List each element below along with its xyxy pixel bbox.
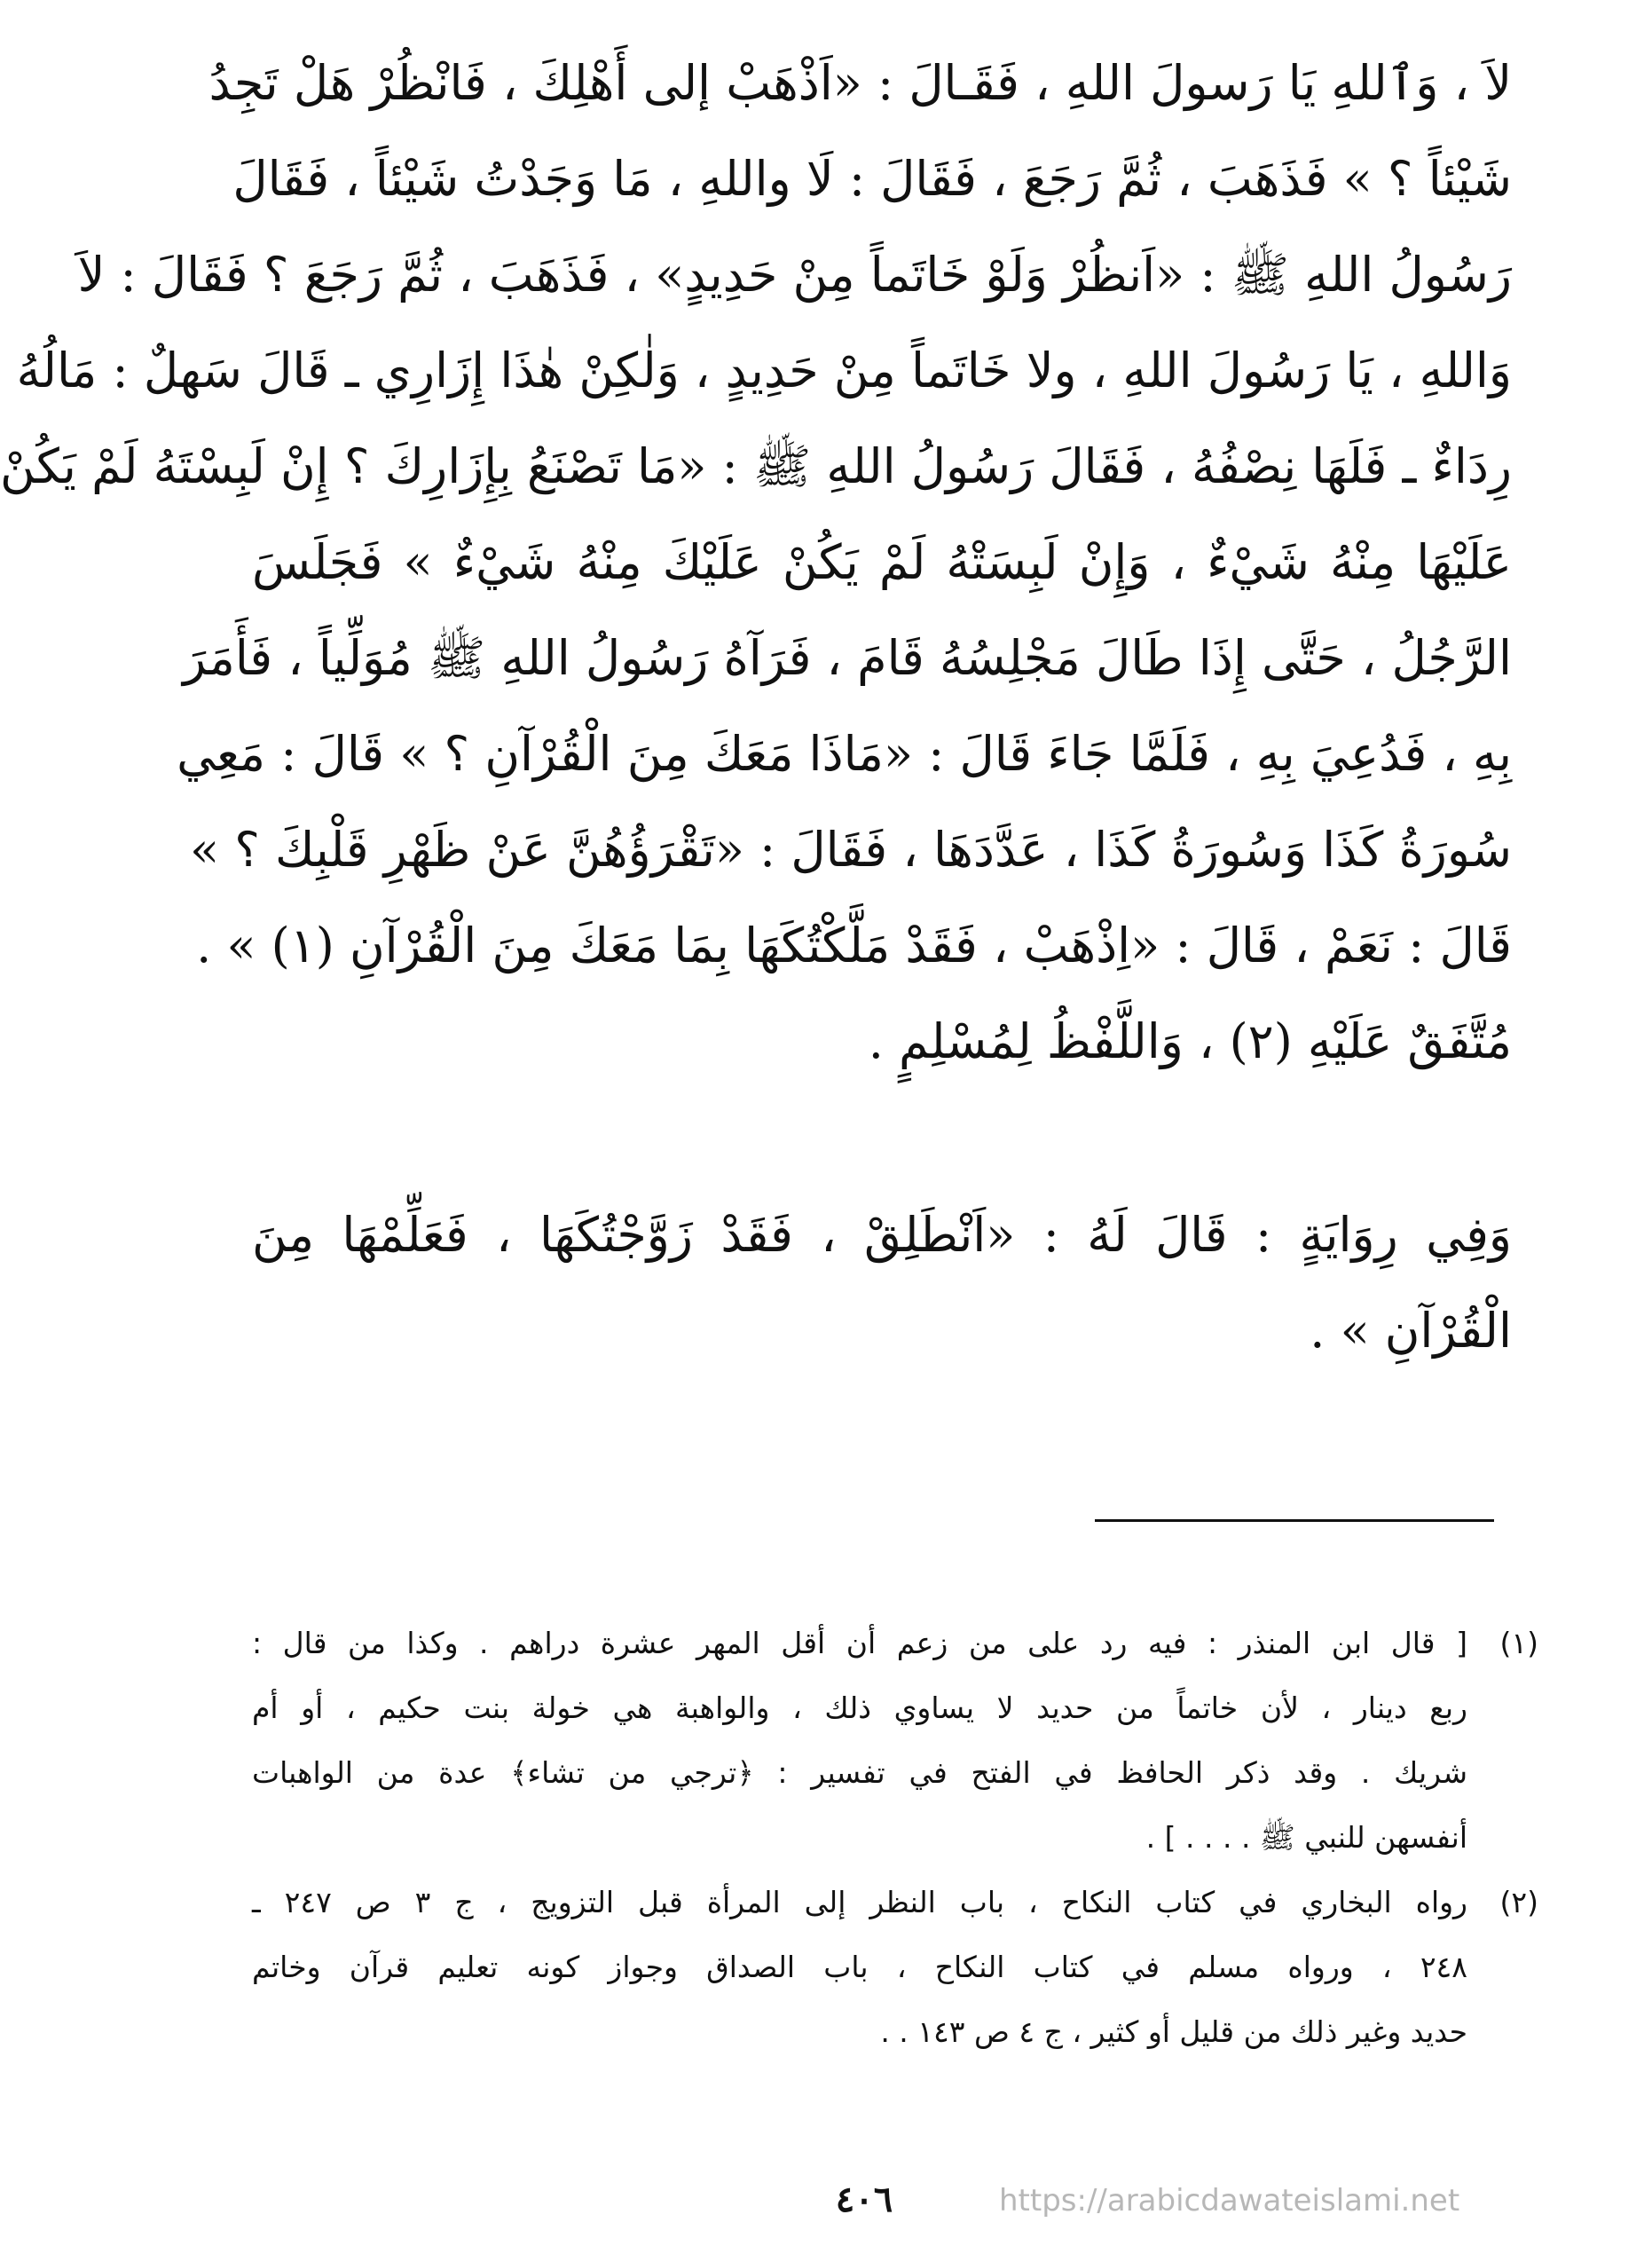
footnote-1-line-4: أنفسهن للنبي ﷺ . . . . ] . xyxy=(1145,1820,1467,1855)
hadith-line-10: قَالَ : نَعَمْ ، قَالَ : «اِذْهَبْ ، فَقَدْ مَلَّكْتُكَهَا بِمَا مَعَكَ مِنَ الْقُرْآنِ (١) » . xyxy=(196,918,1512,973)
hadith-line-5: رِدَاءٌ ـ فَلَهَا نِصْفُهُ ، فَقَالَ رَسُولُ اللهِ ﷺ : «مَا تَصْنَعُ بِإِزَارِكَ ؟ إِنْ لَبِسْتَهُ لَمْ يَكُنْ xyxy=(0,438,1512,494)
footnote-1-number: (١) xyxy=(1499,1626,1538,1660)
page-number: ٤٠٦ xyxy=(835,2179,893,2220)
footnote-1-line-2: ربع دينار ، لأن خاتماً من حديد لا يساوي ذلك ، والواهبة هي خولة بنت حكيم ، أو أم xyxy=(252,1690,1467,1725)
hadith-line-6: عَلَيْهَا مِنْهُ شَيْءٌ ، وَإِنْ لَبِسَتْهُ لَمْ يَكُنْ عَلَيْكَ مِنْهُ شَيْءٌ » فَجَلَسَ xyxy=(252,534,1512,590)
hadith-line-11: مُتَّفَقٌ عَلَيْهِ (٢) ، وَاللَّفْظُ لِمُسْلِمٍ . xyxy=(868,1013,1512,1069)
footnote-2-number: (٢) xyxy=(1499,1885,1538,1919)
footnote-1-line-1 xyxy=(252,1611,1538,1675)
watermark-url: https://arabicdawateislami.net xyxy=(999,2183,1460,2218)
footnote-2-line-1 xyxy=(252,1870,1538,1935)
riwaya-line-1: وَفِي رِوَايَةٍ : قَالَ لَهُ : «اَنْطَلِقْ ، فَقَدْ زَوَّجْتُكَهَا ، فَعَلِّمْهَا مِنَ xyxy=(252,1207,1512,1263)
footnote-1-text-1: [ قال ابن المنذر : فيه رد على من زعم أن أقل المهر عشرة دراهم . وكذا من قال : xyxy=(252,1626,1467,1660)
footnote-separator xyxy=(1095,1519,1494,1522)
hadith-line-1: لاَ ، وَٱللهِ يَا رَسولَ اللهِ ، فَقَـالَ : «اَذْهَبْ إلى أَهْلِكَ ، فَانْظُرْ هَلْ تَجِدُ xyxy=(208,55,1512,111)
hadith-line-4: وَاللهِ ، يَا رَسُولَ اللهِ ، ولا خَاتَماً مِنْ حَدِيدٍ ، وَلٰكِنْ هٰذَا إِزَارِي ـ قَالَ سَهلٌ : مَالُهُ xyxy=(16,343,1512,398)
footnote-2-line-2: ٢٤٨ ، ورواه مسلم في كتاب النكاح ، باب الصداق وجواز كونه تعليم قرآن وخاتم xyxy=(252,1950,1467,1984)
hadith-text-block xyxy=(0,35,1512,1379)
paragraph-gap xyxy=(252,1090,1512,1187)
footnote-2-text-1: رواه البخاري في كتاب النكاح ، باب النظر إلى المرأة قبل التزويج ، ج ٣ ص ٢٤٧ ـ xyxy=(252,1885,1467,1919)
hadith-line-2: شَيْئاً ؟ » فَذَهَبَ ، ثُمَّ رَجَعَ ، فَقَالَ : لَا واللهِ ، مَا وَجَدْتُ شَيْئاً ، فَقَالَ xyxy=(232,151,1512,207)
hadith-line-8: بِهِ ، فَدُعِيَ بِهِ ، فَلَمَّا جَاءَ قَالَ : «مَاذَا مَعَكَ مِنَ الْقُرْآنِ ؟ » قَالَ : مَعِي xyxy=(177,726,1512,782)
footnote-1-line-3: شريك . وقد ذكر الحافظ في الفتح في تفسير : ﴿ترجي من تشاء﴾ عدة من الواهبات xyxy=(252,1755,1467,1790)
hadith-line-3: رَسُولُ اللهِ ﷺ : «اَنظُرْ وَلَوْ خَاتَماً مِنْ حَدِيدٍ» ، فَذَهَبَ ، ثُمَّ رَجَعَ ؟ فَقَالَ : لاَ xyxy=(77,247,1512,303)
footnote-2-line-3: حديد وغير ذلك من قليل أو كثير ، ج ٤ ص ١٤٣ . . xyxy=(880,2014,1467,2049)
footnotes-block xyxy=(252,1611,1538,2064)
hadith-line-7: الرَّجُلُ ، حَتَّى إِذَا طَالَ مَجْلِسُهُ قَامَ ، فَرَآهُ رَسُولُ اللهِ ﷺ مُوَلِّياً ، فَأَمَرَ xyxy=(183,630,1512,686)
riwaya-line-2: الْقُرْآنِ » . xyxy=(1310,1303,1512,1359)
hadith-line-9: سُورَةُ كَذَا وَسُورَةُ كَذَا ، عَدَّدَهَا ، فَقَالَ : «تَقْرَؤُهُنَّ عَنْ ظَهْرِ قَلْبِكَ ؟ » xyxy=(190,822,1512,878)
